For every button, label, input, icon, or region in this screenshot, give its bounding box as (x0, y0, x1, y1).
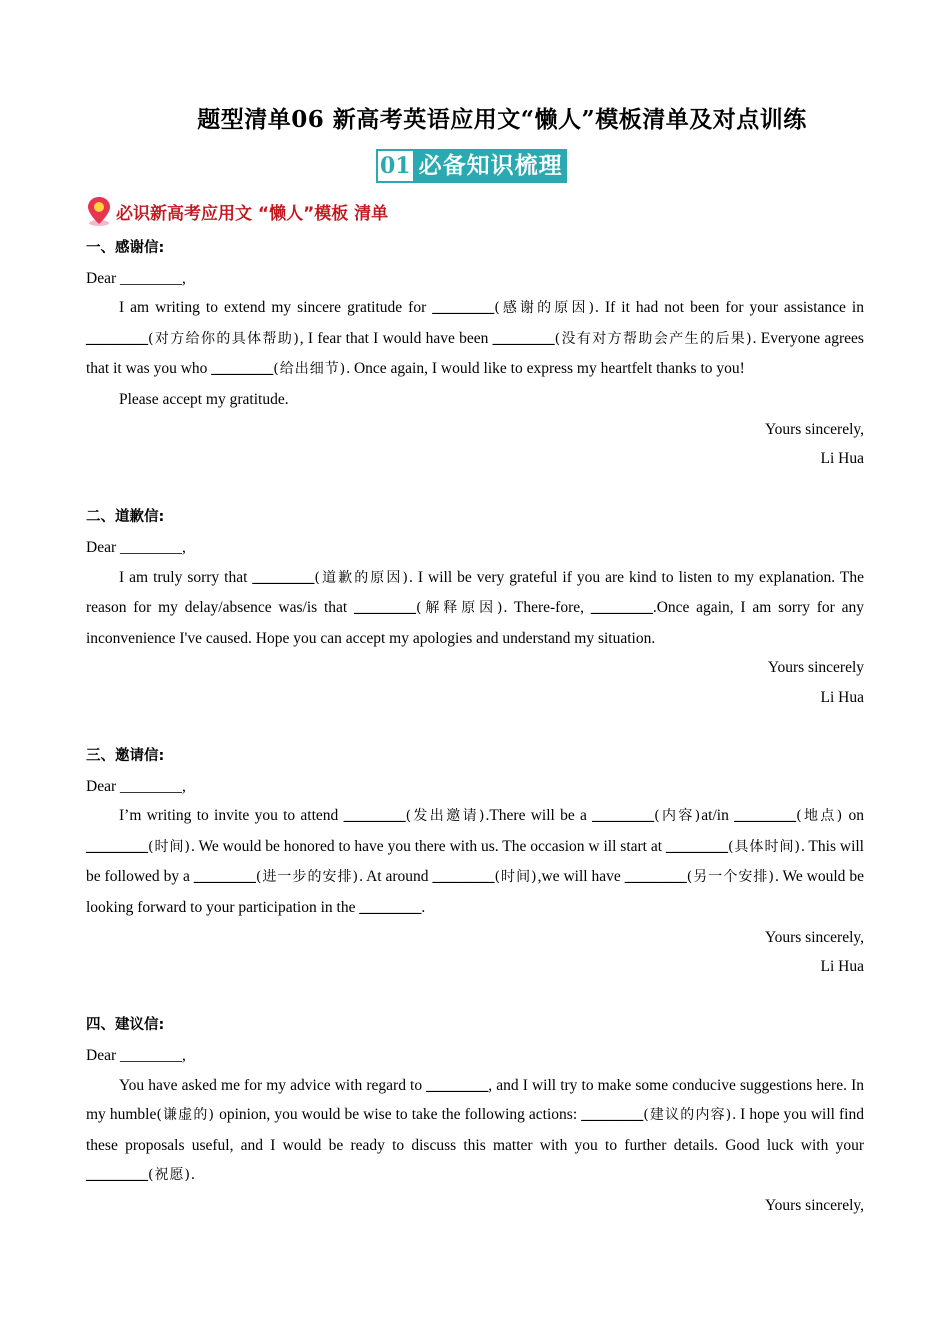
closing: Yours sincerely, (764, 420, 864, 438)
letter-heading: 一、感谢信: (86, 240, 165, 256)
advice-letter (86, 1011, 864, 1220)
salutation: Dear ________, (86, 538, 186, 556)
signature: Li Hua (820, 958, 864, 976)
fill-blank[interactable]: ________ (86, 1166, 148, 1184)
fill-blank[interactable]: ________ (426, 1076, 489, 1094)
signature: Li Hua (820, 450, 864, 468)
fill-blank[interactable]: ________ (211, 360, 274, 378)
apology-letter (86, 503, 864, 712)
closing: Yours sincerely, (764, 1197, 864, 1214)
fill-blank[interactable]: ________ (86, 329, 148, 347)
fill-blank[interactable]: ________ (592, 807, 655, 825)
fill-blank[interactable]: ________ (581, 1106, 644, 1124)
letter-body: I am truly sorry that ________(道歉的原因). I will be very grateful if you are kind to listen to my explanation. The reason for my delay/absence was/is that ________(解释原因). There-fore, ________.Once again, I am sorry for any inconvenience I've caused. Hope you can accept my apologies and understand my situation. (86, 568, 864, 647)
salutation: Dear ________, (86, 777, 186, 795)
page-title: 题型清单06 新高考英语应用文“懒人”模板清单及对点训练 (197, 106, 807, 133)
thank-you-letter (86, 234, 864, 474)
fill-blank[interactable]: ________ (590, 599, 653, 617)
letter-heading: 二、道歉信: (86, 509, 165, 526)
letter-body-line: Please accept my gratitude. (119, 390, 289, 408)
letter-templates (86, 234, 864, 1221)
banner-number: 01 (376, 149, 415, 183)
signature: Li Hua (820, 688, 864, 706)
closing: Yours sincerely, (764, 928, 864, 946)
section-banner (376, 149, 567, 183)
fill-blank[interactable]: ________ (432, 868, 495, 886)
fill-blank[interactable]: ________ (193, 868, 256, 886)
fill-blank[interactable]: ________ (354, 599, 416, 617)
location-pin-icon (86, 195, 112, 227)
fill-blank[interactable]: ________ (86, 837, 148, 855)
banner-text: 必备知识梳理 (415, 149, 567, 183)
salutation: Dear ________, (86, 269, 186, 287)
section-header (86, 195, 388, 227)
letter-body: You have asked me for my advice with regard to ________, and I will try to make some conducive suggestions here. In my humble(谦虚的) opinion, you would be wise to take the following actions: ________(建议的内容). I hope you will find these proposals useful, and I would be ready to discuss this matter with you to further details. Good luck with your ________(祝愿). (86, 1076, 864, 1184)
letter-body: I’m writing to invite you to attend ________(发出邀请).There will be a ________(内容)at/in ________(地点) on ________(时间). We would be honored to have you there with us. The occasion w ill start at ________(具体时间). This will be followed by a ________(进一步的安排). At around ________(时间),we will have ________(另一个安排). We would be looking forward to your participation in the ________. (86, 807, 864, 917)
fill-blank[interactable]: ________ (665, 837, 728, 855)
fill-blank[interactable]: ________ (359, 899, 422, 917)
fill-blank[interactable]: ________ (432, 299, 495, 317)
fill-blank[interactable]: ________ (624, 868, 687, 886)
letter-heading: 三、邀请信: (86, 748, 165, 765)
letter-heading: 四、建议信: (86, 1017, 165, 1034)
letter-body: I am writing to extend my sincere gratitude for ________(感谢的原因). If it had not been for your assistance in ________(对方给你的具体帮助), I fear that I would have been ________(没有对方帮助会产生的后果). Everyone agrees that it was you who ________(给出细节). Once again, I would like to express my heartfelt thanks to you! (86, 299, 864, 378)
invitation-letter (86, 742, 864, 982)
fill-blank[interactable]: ________ (492, 329, 555, 347)
closing: Yours sincerely (767, 659, 864, 677)
fill-blank[interactable]: ________ (734, 807, 797, 825)
section-header-text: 必识新高考应用文 “懒人”模板 清单 (116, 203, 389, 224)
fill-blank[interactable]: ________ (252, 568, 315, 586)
fill-blank[interactable]: ________ (343, 807, 406, 825)
salutation: Dear ________, (86, 1047, 186, 1065)
